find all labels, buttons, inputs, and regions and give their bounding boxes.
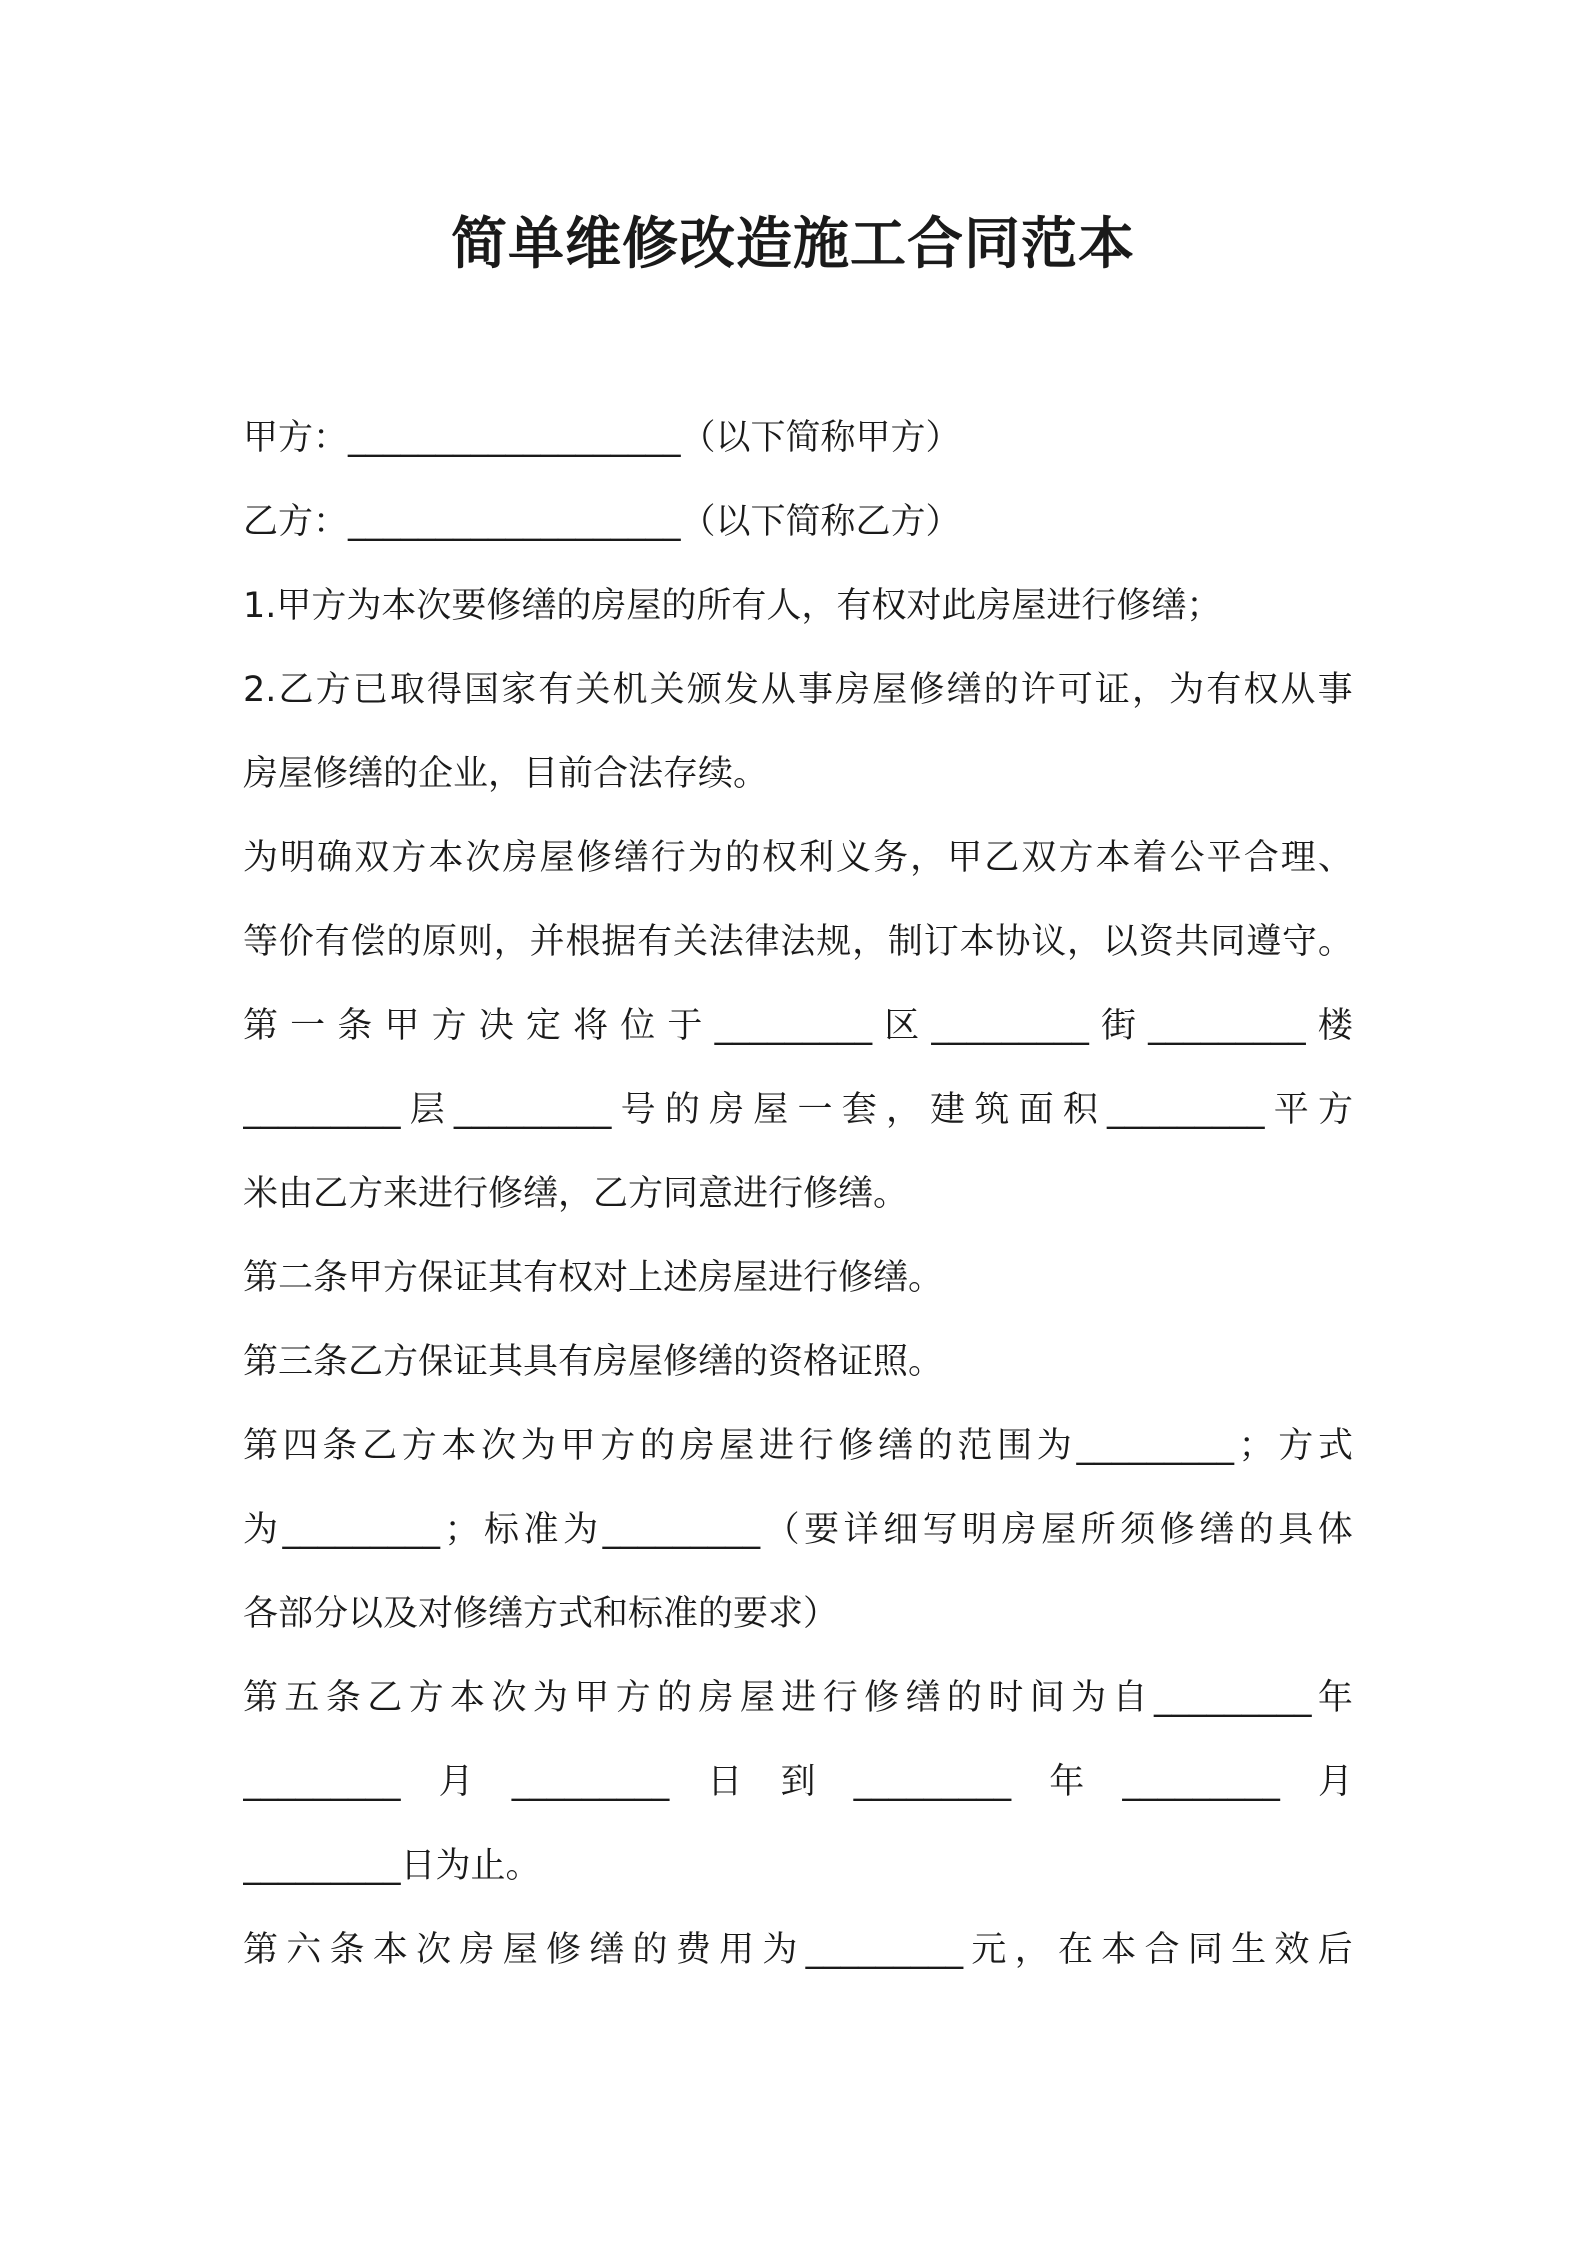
text-segment: 可: [1057, 670, 1093, 710]
text-segment: 范: [957, 1426, 993, 1466]
text-segment: 修: [864, 1678, 900, 1718]
text-segment: ，: [910, 838, 946, 878]
article-4-line-1: [243, 1404, 1353, 1488]
text-segment: 方: [401, 1426, 437, 1466]
text-segment: 时: [988, 1678, 1024, 1718]
text-segment: 方: [1278, 1426, 1314, 1466]
text-segment: 为: [687, 838, 723, 878]
article-5-line-2: [243, 1740, 1353, 1824]
text-segment: 一: [797, 1090, 833, 1130]
text-segment: 为: [1071, 1678, 1107, 1718]
text-segment: 得: [426, 670, 462, 710]
text-segment: 双: [354, 838, 390, 878]
text-segment: _________: [714, 1006, 873, 1046]
text-segment: 偿: [350, 922, 386, 962]
text-segment: 有: [1206, 670, 1242, 710]
text-segment: 甲: [384, 1006, 420, 1046]
document-title: 简单维修改造施工合同范本: [451, 212, 1135, 277]
text-segment: 为: [1036, 1426, 1072, 1466]
text-segment: 2.: [243, 670, 277, 710]
text-segment: 权: [761, 838, 797, 878]
text-segment: _________: [1107, 1090, 1265, 1130]
text-segment: 乙: [367, 1678, 403, 1718]
text-segment: 价: [278, 922, 314, 962]
text-segment: 房: [698, 1678, 734, 1718]
text-segment: 在: [1057, 1930, 1093, 1970]
text-segment: 方: [600, 1426, 636, 1466]
text-segment: _________: [602, 1510, 761, 1550]
text-segment: 方: [391, 838, 427, 878]
text-segment: 间: [1029, 1678, 1065, 1718]
text-segment: 从: [1280, 670, 1316, 710]
text-segment: 着: [1132, 838, 1168, 878]
text-segment: 条: [325, 1678, 361, 1718]
text-segment: 修: [1159, 1510, 1195, 1550]
text-segment: 一: [290, 1006, 326, 1046]
article-1-line-3: 米由乙方来进行修缮，乙方同意进行修缮。: [243, 1174, 909, 1214]
text-segment: 、: [1317, 838, 1353, 878]
text-segment: 为: [563, 1510, 599, 1550]
text-segment: 平: [1273, 1090, 1309, 1130]
text-segment: 筑: [974, 1090, 1010, 1130]
text-segment: 号: [620, 1090, 656, 1130]
text-segment: 本: [959, 922, 995, 962]
text-segment: 费: [675, 1930, 711, 1970]
article-6-line-1: [243, 1908, 1353, 1992]
text-segment: （: [764, 1510, 800, 1550]
text-segment: 房: [459, 1930, 495, 1970]
text-segment: 到: [780, 1762, 816, 1802]
text-segment: 订: [923, 922, 959, 962]
text-segment: 事: [1317, 670, 1353, 710]
article-5-line-1: [243, 1656, 1353, 1740]
text-segment: 的: [946, 1678, 982, 1718]
document-body: [243, 396, 1353, 1992]
text-segment: 建: [930, 1090, 966, 1130]
text-segment: 机: [612, 670, 648, 710]
text-segment: 条: [329, 1930, 365, 1970]
text-segment: 乙: [362, 1426, 398, 1466]
text-segment: 甲: [560, 1426, 596, 1466]
text-segment: 房: [679, 1426, 715, 1466]
party-a-line: 甲方：___________________（以下简称甲方）: [243, 418, 961, 458]
text-segment: 守: [1282, 922, 1318, 962]
text-segment: 为: [243, 1510, 279, 1550]
text-segment: 同: [1187, 1930, 1223, 1970]
text-segment: ；: [1238, 1426, 1274, 1466]
article-2: 第二条甲方保证其有权对上述房屋进行修缮。: [243, 1258, 944, 1298]
text-segment: _________: [511, 1762, 670, 1802]
text-segment: ，: [1067, 922, 1103, 962]
text-segment: _________: [243, 1762, 401, 1802]
text-segment: 制: [887, 922, 923, 962]
text-segment: 为: [762, 1930, 798, 1970]
text-segment: 为: [1169, 670, 1205, 710]
text-segment: 合: [1144, 1930, 1180, 1970]
recital-1: 1.甲方为本次要修缮的房屋的所有人，有权对此房屋进行修缮；: [243, 586, 1222, 626]
text-segment: 次: [416, 1930, 452, 1970]
text-segment: 证: [1094, 670, 1130, 710]
text-segment: 共: [1174, 922, 1210, 962]
text-segment: 资: [1138, 922, 1174, 962]
text-segment: 本: [372, 1930, 408, 1970]
text-segment: 合: [1243, 838, 1279, 878]
text-segment: 缮: [1199, 1510, 1235, 1550]
article-4-line-3: 各部分以及对修缮方式和标准的要求）: [243, 1594, 839, 1634]
text-segment: 明: [962, 1510, 998, 1550]
text-segment: 所: [1080, 1510, 1116, 1550]
text-segment: 同: [1210, 922, 1246, 962]
text-segment: 关: [575, 670, 611, 710]
text-segment: 的: [657, 1678, 693, 1718]
text-segment: 从: [760, 670, 796, 710]
text-segment: 的: [632, 1930, 668, 1970]
text-segment: 利: [798, 838, 834, 878]
text-segment: 权: [1243, 670, 1279, 710]
text-segment: 本: [1095, 838, 1131, 878]
purpose-line-1: [243, 816, 1353, 900]
text-segment: 确: [317, 838, 353, 878]
text-segment: 缮: [589, 1930, 625, 1970]
text-segment: 体: [1317, 1510, 1353, 1550]
text-segment: 缮: [946, 670, 982, 710]
text-segment: 将: [573, 1006, 609, 1046]
text-segment: 式: [1317, 1426, 1353, 1466]
text-segment: 的: [664, 1090, 700, 1130]
text-segment: 房: [502, 838, 538, 878]
text-segment: 写: [922, 1510, 958, 1550]
text-segment: 事: [798, 670, 834, 710]
text-segment: 屋: [539, 838, 575, 878]
text-segment: 乙: [278, 670, 314, 710]
text-segment: 据: [601, 922, 637, 962]
text-segment: ，: [493, 922, 529, 962]
text-segment: 的: [1238, 1510, 1274, 1550]
text-segment: 的: [917, 1426, 953, 1466]
text-segment: 原: [422, 922, 458, 962]
text-segment: 层: [409, 1090, 445, 1130]
text-segment: ，: [1014, 1930, 1050, 1970]
text-segment: 发: [723, 670, 759, 710]
text-segment: 次: [465, 838, 501, 878]
text-segment: 屋: [872, 670, 908, 710]
text-segment: 四: [282, 1426, 318, 1466]
text-segment: 律: [744, 922, 780, 962]
text-segment: 修: [838, 1426, 874, 1466]
text-segment: 缮: [878, 1426, 914, 1466]
text-segment: 并: [529, 922, 565, 962]
text-segment: 要: [804, 1510, 840, 1550]
text-segment: 等: [243, 922, 279, 962]
text-segment: 方: [315, 670, 351, 710]
text-segment: 的: [983, 670, 1019, 710]
text-segment: 。: [1317, 922, 1353, 962]
text-segment: 的: [386, 922, 422, 962]
text-segment: ，: [885, 1090, 921, 1130]
text-segment: 乙: [984, 838, 1020, 878]
text-segment: 日: [707, 1762, 743, 1802]
text-segment: _________: [805, 1930, 964, 1970]
text-segment: 定: [525, 1006, 561, 1046]
text-segment: 行: [822, 1678, 858, 1718]
text-segment: 区: [884, 1006, 920, 1046]
text-segment: 方: [615, 1678, 651, 1718]
text-segment: ，: [852, 922, 888, 962]
article-3: 第三条乙方保证其具有房屋修缮的资格证照。: [243, 1342, 944, 1382]
text-segment: 务: [873, 838, 909, 878]
text-segment: 细: [883, 1510, 919, 1550]
text-segment: 义: [836, 838, 872, 878]
text-segment: 家: [501, 670, 537, 710]
text-segment: 协: [995, 922, 1031, 962]
party-b-line: 乙方：___________________（以下简称乙方）: [243, 502, 961, 542]
text-segment: 为: [532, 1678, 568, 1718]
text-segment: 行: [798, 1426, 834, 1466]
text-segment: 位: [620, 1006, 656, 1046]
text-segment: 生: [1231, 1930, 1267, 1970]
text-segment: 效: [1274, 1930, 1310, 1970]
text-segment: _________: [243, 1090, 401, 1130]
text-segment: 元: [971, 1930, 1007, 1970]
text-segment: _________: [1076, 1426, 1234, 1466]
text-segment: 围: [997, 1426, 1033, 1466]
text-segment: 六: [286, 1930, 322, 1970]
text-segment: 方: [1317, 1090, 1353, 1130]
text-segment: 于: [667, 1006, 703, 1046]
text-segment: 关: [672, 922, 708, 962]
text-segment: 年: [1049, 1762, 1085, 1802]
text-segment: 甲: [574, 1678, 610, 1718]
text-segment: 具: [1278, 1510, 1314, 1550]
text-segment: 年: [1317, 1678, 1353, 1718]
text-segment: 方: [408, 1678, 444, 1718]
text-segment: 修: [545, 1930, 581, 1970]
text-segment: 许: [1020, 670, 1056, 710]
text-segment: ，: [1132, 670, 1168, 710]
text-segment: 本: [428, 838, 464, 878]
text-segment: 套: [841, 1090, 877, 1130]
text-segment: 详: [843, 1510, 879, 1550]
text-segment: 本: [450, 1678, 486, 1718]
text-segment: 自: [1112, 1678, 1148, 1718]
text-segment: 国: [464, 670, 500, 710]
article-1-line-2: [243, 1068, 1353, 1152]
text-segment: 取: [389, 670, 425, 710]
text-segment: 楼: [1317, 1006, 1353, 1046]
text-segment: 明: [280, 838, 316, 878]
text-segment: 缮: [905, 1678, 941, 1718]
text-segment: 缮: [613, 838, 649, 878]
text-segment: 本: [1101, 1930, 1137, 1970]
text-segment: ；: [444, 1510, 480, 1550]
text-segment: 进: [781, 1678, 817, 1718]
text-segment: 则: [457, 922, 493, 962]
text-segment: 房: [835, 670, 871, 710]
text-segment: 条: [322, 1426, 358, 1466]
text-segment: 关: [649, 670, 685, 710]
text-segment: 房: [1001, 1510, 1037, 1550]
text-segment: 已: [352, 670, 388, 710]
text-segment: _________: [1122, 1762, 1280, 1802]
text-segment: 本: [441, 1426, 477, 1466]
text-segment: 房: [709, 1090, 745, 1130]
text-segment: 修: [576, 838, 612, 878]
text-segment: 修: [909, 670, 945, 710]
text-segment: 屋: [1041, 1510, 1077, 1550]
text-segment: 进: [758, 1426, 794, 1466]
text-segment: 第: [243, 1678, 279, 1718]
article-5-line-3: _________日为止。: [243, 1846, 541, 1886]
text-segment: 以: [1102, 922, 1138, 962]
text-segment: _________: [931, 1006, 1089, 1046]
text-segment: 法: [708, 922, 744, 962]
text-segment: 月: [438, 1762, 474, 1802]
text-segment: 须: [1120, 1510, 1156, 1550]
text-segment: 第: [243, 1006, 279, 1046]
text-segment: 行: [650, 838, 686, 878]
text-segment: 街: [1101, 1006, 1137, 1046]
text-segment: 决: [478, 1006, 514, 1046]
text-segment: _________: [282, 1510, 441, 1550]
text-segment: 月: [1317, 1762, 1353, 1802]
text-segment: 方: [1058, 838, 1094, 878]
text-segment: _________: [453, 1090, 612, 1130]
recital-2-line-2: 房屋修缮的企业，目前合法存续。: [243, 754, 769, 794]
text-segment: 第: [243, 1930, 279, 1970]
text-segment: 有: [538, 670, 574, 710]
text-segment: 有: [637, 922, 673, 962]
recital-2-line-1: [243, 648, 1353, 732]
text-segment: 公: [1169, 838, 1205, 878]
text-segment: 甲: [947, 838, 983, 878]
text-segment: 用: [719, 1930, 755, 1970]
text-segment: 积: [1062, 1090, 1098, 1130]
purpose-line-2: [243, 900, 1353, 984]
text-segment: 规: [816, 922, 852, 962]
text-segment: 的: [724, 838, 760, 878]
text-segment: 双: [1021, 838, 1057, 878]
text-segment: 屋: [739, 1678, 775, 1718]
text-segment: 次: [491, 1678, 527, 1718]
text-segment: 平: [1206, 838, 1242, 878]
text-segment: 屋: [502, 1930, 538, 1970]
text-segment: 法: [780, 922, 816, 962]
text-segment: 遵: [1246, 922, 1282, 962]
text-segment: 次: [481, 1426, 517, 1466]
text-segment: 颁: [686, 670, 722, 710]
article-1-line-1: [243, 984, 1353, 1068]
text-segment: 的: [639, 1426, 675, 1466]
text-segment: 面: [1018, 1090, 1054, 1130]
text-segment: _________: [853, 1762, 1012, 1802]
text-segment: 方: [431, 1006, 467, 1046]
article-4-line-2: [243, 1488, 1353, 1572]
text-segment: 根: [565, 922, 601, 962]
text-segment: 第: [243, 1426, 279, 1466]
text-segment: 有: [314, 922, 350, 962]
text-segment: 理: [1280, 838, 1316, 878]
text-segment: _________: [1148, 1006, 1306, 1046]
text-segment: 为: [520, 1426, 556, 1466]
text-segment: 条: [337, 1006, 373, 1046]
text-segment: 五: [284, 1678, 320, 1718]
text-segment: 屋: [719, 1426, 755, 1466]
text-segment: 议: [1031, 922, 1067, 962]
text-segment: 屋: [753, 1090, 789, 1130]
text-segment: 标: [484, 1510, 520, 1550]
text-segment: 为: [243, 838, 279, 878]
text-segment: _________: [1153, 1678, 1312, 1718]
text-segment: 后: [1317, 1930, 1353, 1970]
text-segment: 准: [523, 1510, 559, 1550]
